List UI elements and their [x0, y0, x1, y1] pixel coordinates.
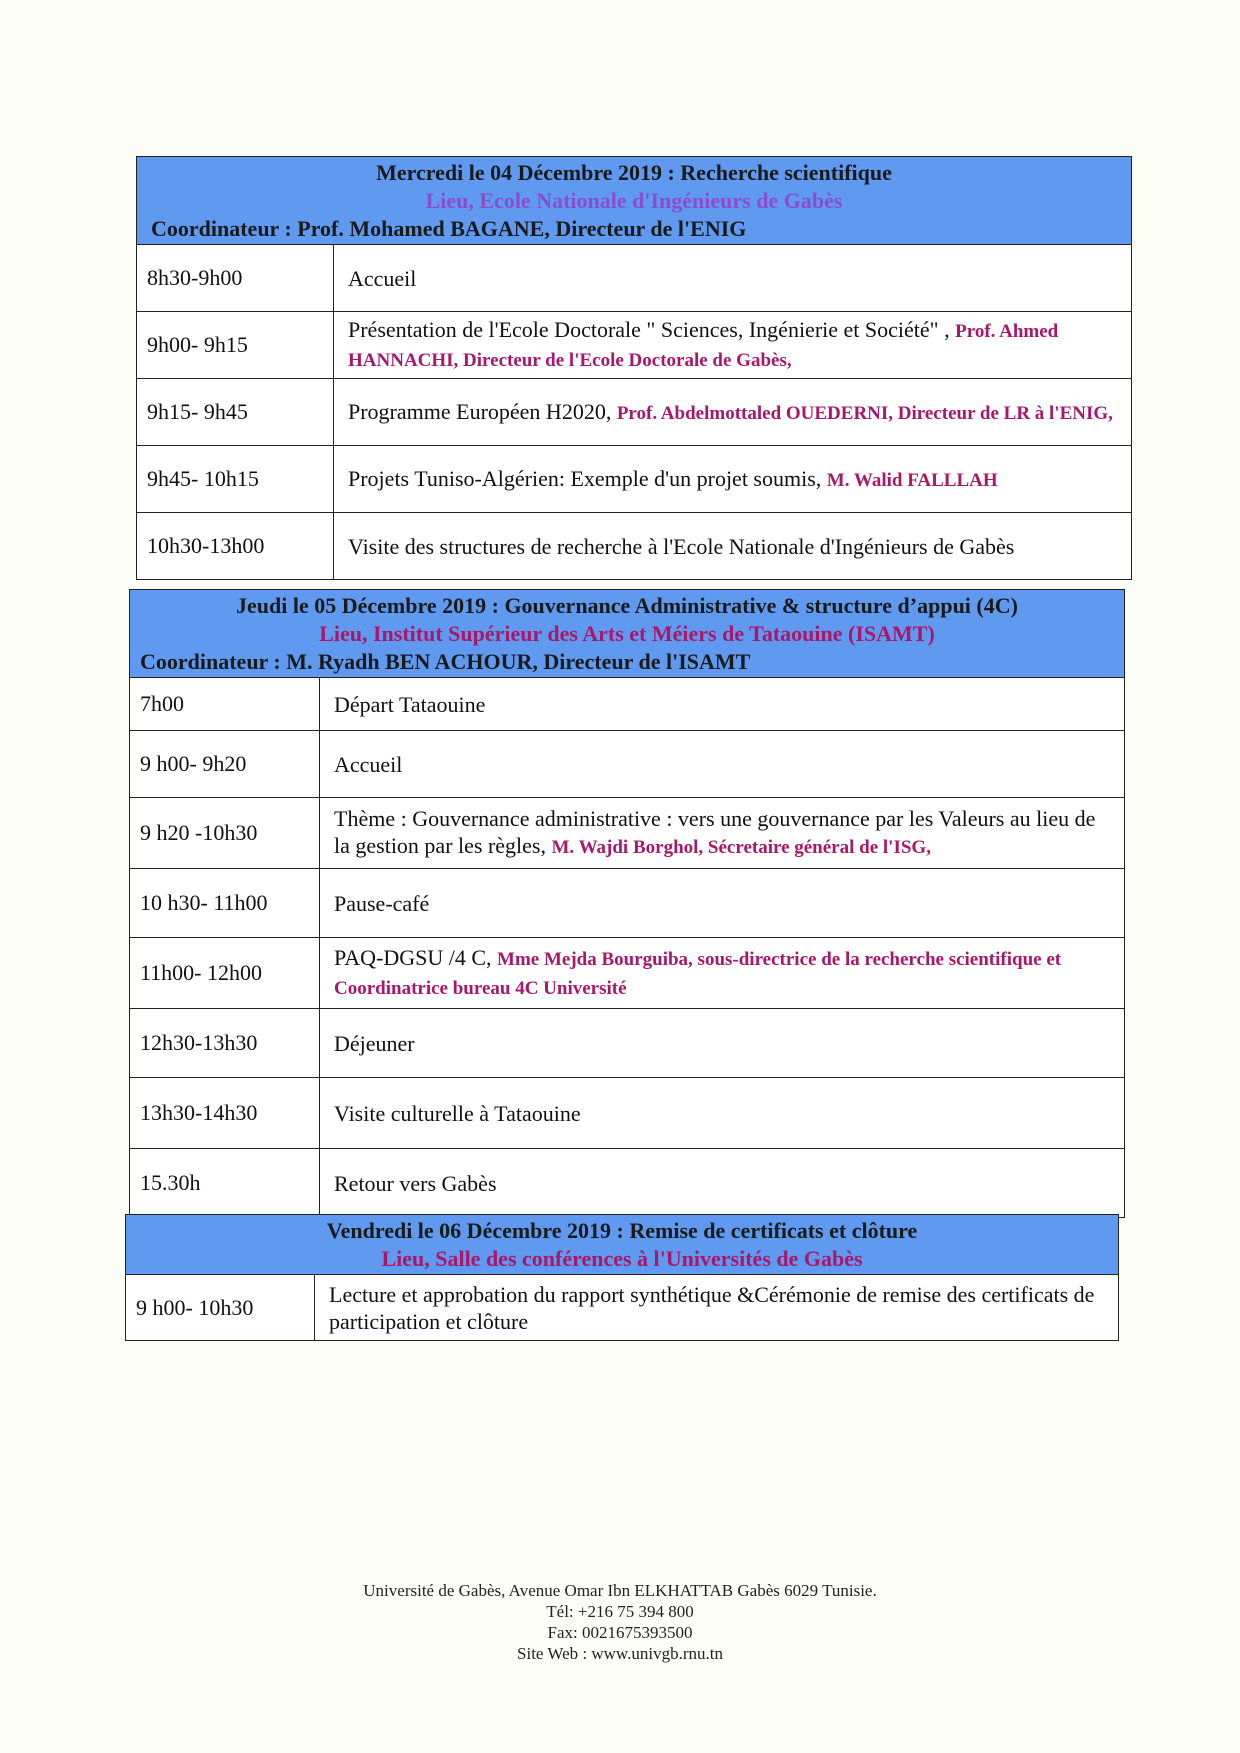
day1-location: Lieu, Ecole Nationale d'Ingénieurs de Gabès — [425, 188, 843, 213]
activity-text: Projets Tuniso-Algérien: Exemple d'un projet soumis, — [348, 465, 822, 491]
activity-text: Retour vers Gabès — [334, 1170, 497, 1196]
table-row — [137, 446, 1131, 513]
day3-header — [126, 1215, 1118, 1275]
activity — [320, 678, 1124, 730]
activity — [320, 938, 1124, 1008]
table-row — [130, 798, 1124, 869]
day2-coordinator: Coordinateur : M. Ryadh BEN ACHOUR, Directeur de l'ISAMT — [140, 649, 751, 674]
table-row — [130, 1149, 1124, 1217]
time-slot: 13h30-14h30 — [130, 1078, 320, 1148]
footer-fax: Fax: 0021675393500 — [547, 1623, 693, 1642]
day1-title: Mercredi le 04 Décembre 2019 : Recherche scientifique — [376, 160, 892, 185]
table-row — [137, 513, 1131, 579]
activity-text: Pause-café — [334, 890, 430, 916]
activity — [334, 513, 1131, 579]
time-slot: 9h45- 10h15 — [137, 446, 334, 512]
table-row — [130, 678, 1124, 731]
table-row — [137, 312, 1131, 379]
time-slot: 11h00- 12h00 — [130, 938, 320, 1008]
table-row — [130, 938, 1124, 1009]
table-row — [137, 379, 1131, 446]
time-slot: 9 h00- 9h20 — [130, 731, 320, 797]
activity — [334, 446, 1131, 512]
day1-header — [137, 157, 1131, 245]
speaker: Prof. Abdelmottaled OUEDERNI, Directeur de LR à l'ENIG, — [616, 402, 1113, 424]
speaker: M. Walid FALLLAH — [826, 469, 998, 491]
footer-address: Université de Gabès, Avenue Omar Ibn ELKHATTAB Gabès 6029 Tunisie. — [363, 1581, 877, 1600]
time-slot: 9 h00- 10h30 — [126, 1275, 315, 1340]
day2-program-table — [129, 589, 1125, 1218]
day2-header — [130, 590, 1124, 678]
activity-text: Présentation de l'Ecole Doctorale " Sciences, Ingénierie et Société" , — [348, 317, 950, 342]
table-row — [130, 1078, 1124, 1149]
activity-text: Thème : Gouvernance administrative : vers une gouvernance par les Valeurs au lieu de la gestion par les règles, — [334, 806, 1096, 858]
time-slot: 9h00- 9h15 — [137, 312, 334, 378]
activity-text: Déjeuner — [334, 1030, 415, 1056]
day1-coordinator: Coordinateur : Prof. Mohamed BAGANE, Directeur de l'ENIG — [151, 216, 747, 241]
activity — [320, 869, 1124, 937]
time-slot: 8h30-9h00 — [137, 245, 334, 311]
activity — [320, 1149, 1124, 1217]
activity-text: Départ Tataouine — [334, 691, 486, 717]
activity — [334, 312, 1131, 378]
activity — [315, 1275, 1118, 1340]
activity-text: Visite culturelle à Tataouine — [334, 1100, 581, 1126]
activity — [320, 798, 1124, 868]
day1-program-table — [136, 156, 1132, 580]
footer-website: Site Web : www.univgb.rnu.tn — [517, 1644, 723, 1663]
time-slot: 10h30-13h00 — [137, 513, 334, 579]
activity-text: Lecture et approbation du rapport synthétique &Cérémonie de remise des certificats de participation et clôture — [329, 1281, 1095, 1334]
time-slot: 9h15- 9h45 — [137, 379, 334, 445]
time-slot: 9 h20 -10h30 — [130, 798, 320, 868]
footer-contact — [300, 1580, 940, 1664]
activity-text: PAQ-DGSU /4 C, — [334, 945, 492, 970]
activity-text: Accueil — [348, 265, 417, 291]
speaker: M. Wajdi Borghol, Sécretaire général de l'ISG, — [551, 837, 931, 858]
day3-location: Lieu, Salle des conférences à l'Universités de Gabès — [381, 1246, 863, 1271]
time-slot: 15.30h — [130, 1149, 320, 1217]
day3-title: Vendredi le 06 Décembre 2019 : Remise de certificats et clôture — [326, 1218, 918, 1243]
table-row — [130, 1009, 1124, 1078]
time-slot: 7h00 — [130, 678, 320, 730]
day2-title: Jeudi le 05 Décembre 2019 : Gouvernance Administrative & structure d’appui (4C) — [236, 593, 1018, 618]
speaker: Prof. Ahmed HANNACHI, Directeur de l'Ecole Doctorale de Gabès, — [348, 321, 1059, 371]
day2-location: Lieu, Institut Supérieur des Arts et Méiers de Tataouine (ISAMT) — [319, 621, 935, 646]
activity-text: Visite des structures de recherche à l'Ecole Nationale d'Ingénieurs de Gabès — [348, 533, 1015, 559]
activity — [320, 1078, 1124, 1148]
table-row — [130, 731, 1124, 798]
activity-text: Programme Européen H2020, — [348, 398, 612, 424]
activity — [320, 731, 1124, 797]
table-row — [130, 869, 1124, 938]
activity — [320, 1009, 1124, 1077]
table-row — [137, 245, 1131, 312]
footer-phone: Tél: +216 75 394 800 — [546, 1602, 694, 1621]
day3-program-table — [125, 1214, 1119, 1341]
time-slot: 10 h30- 11h00 — [130, 869, 320, 937]
speaker: Mme Mejda Bourguiba, sous-directrice de la recherche scientifique et Coordinatrice bureau 4C Université — [334, 949, 1062, 999]
activity-text: Accueil — [334, 751, 403, 777]
table-row — [126, 1275, 1118, 1340]
activity — [334, 245, 1131, 311]
time-slot: 12h30-13h30 — [130, 1009, 320, 1077]
activity — [334, 379, 1131, 445]
